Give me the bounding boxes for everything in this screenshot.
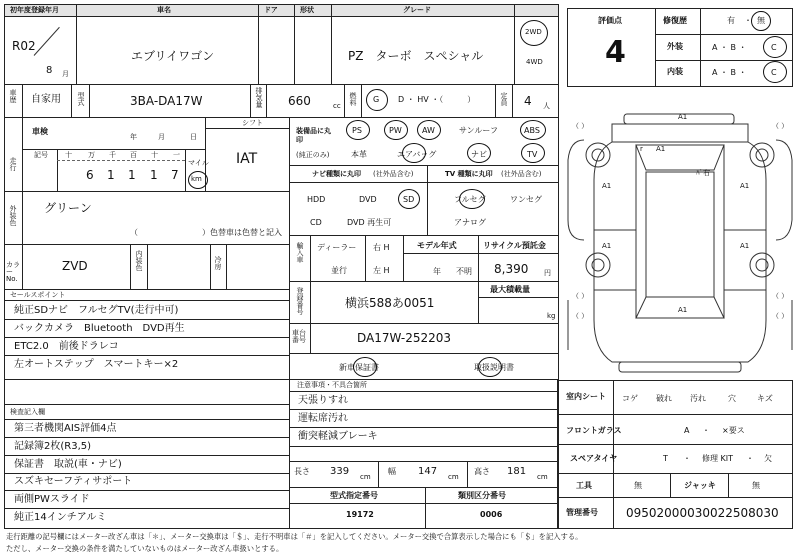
car-diagram: [564, 100, 796, 385]
mark-right-rear-door: A1: [740, 242, 750, 250]
interior-opt-yogore: 汚れ: [690, 394, 706, 403]
drive-2wd: 2WD: [525, 28, 542, 36]
shift-value: IAT: [236, 151, 258, 167]
import-label: 輸入車: [296, 242, 304, 263]
mileage-digit-1: 6: [86, 168, 94, 182]
spare-label: スペアタイヤ: [570, 454, 618, 463]
equipment-sublabel: (純正のみ): [296, 151, 330, 159]
manual: 取扱説明書: [474, 363, 514, 372]
interior-grades: A ・ B ・: [712, 68, 747, 77]
height-label: 高さ: [474, 467, 490, 476]
height-value: 181: [507, 466, 527, 477]
footer-line-1: 走行距離の記号欄にはメーター改ざん車は「＊」、メーター交換車は「＄」、走行不明車は「＃」を記入してください。メーター交換で合算表示した場合にも「＄」を記入する。: [6, 532, 583, 541]
shift-label: シフト: [242, 119, 263, 127]
inspector-label: 検査記入欄: [10, 408, 45, 416]
navi-sd: SD: [403, 195, 415, 204]
tool-value: 無: [634, 481, 642, 490]
equipment-label: 装備品に丸印: [296, 127, 331, 145]
interior-c: C: [771, 68, 777, 77]
inspector-line-6: 純正14インチアルミ: [14, 512, 107, 523]
shaken-day-unit: 日: [190, 133, 197, 141]
sales-points-label: セールスポイント: [10, 291, 66, 299]
equip-ps: PS: [352, 126, 362, 135]
equip-pw: PW: [389, 126, 402, 135]
sales-line-4: 左オートステップ スマートキー×2: [14, 359, 179, 370]
year-value: R02: [12, 39, 36, 53]
glass-a: A: [684, 426, 690, 435]
tv-fullseg: フルセグ: [454, 195, 486, 204]
car-name-value: エブリイワゴン: [131, 49, 215, 63]
interior-opt-yabure: 破れ: [656, 394, 672, 403]
ac-label: 冷房: [214, 256, 222, 270]
chassis-value: DA17W-252203: [357, 331, 452, 345]
mileage-unit-man: 万: [88, 151, 95, 159]
tv-type-label: TV 種類に丸印: [445, 170, 493, 178]
shaken-year-unit: 年: [130, 133, 137, 141]
mileage-unit-juu: 十: [151, 151, 158, 159]
month-value: 8: [46, 65, 53, 76]
length-unit: cm: [360, 473, 371, 481]
shape-label: 形状: [300, 6, 314, 14]
chassis-label: 車台番号: [292, 329, 306, 344]
inspector-line-1: 第三者機関AIS評価4点: [14, 423, 117, 434]
svg-text:（ ）: （ ）: [772, 292, 789, 300]
sales-line-2: バックカメラ Bluetooth DVD再生: [14, 323, 185, 334]
footer-line-2: ただし、メーター交換の条件を満たしていないものはメーター改ざん車扱いとする。: [6, 544, 284, 553]
mgmt-value: 09502000030022508030: [626, 506, 779, 520]
interior-color-label: 内装色: [135, 250, 143, 271]
model-year-unknown: 不明: [456, 267, 472, 276]
exterior-grades: A ・ B ・: [712, 43, 747, 52]
svg-text:（ ）: （ ）: [772, 122, 789, 130]
svg-text:（ ）: （ ）: [772, 312, 789, 320]
mileage-label: 走行: [9, 157, 17, 171]
import-right-h: 右 H: [373, 243, 390, 252]
car-name-label: 車名: [157, 6, 171, 14]
inspector-line-5: 両側PWスライド: [14, 494, 90, 505]
model-year-label: モデル年式: [417, 241, 457, 250]
sales-line-3: ETC2.0 前後ドラレコ: [14, 341, 119, 352]
width-value: 147: [418, 466, 438, 477]
mark-left-front-door: A1: [602, 182, 612, 190]
category-label: 車歴: [9, 89, 17, 103]
mgmt-label: 管理番号: [566, 508, 598, 517]
notes-line-2: 運転席汚れ: [298, 413, 348, 424]
mark-right-label: ﾊﾞ右: [696, 169, 710, 177]
spare-kit: 修理 KIT: [702, 454, 734, 463]
equip-sunroof: サンルーフ: [459, 126, 498, 135]
repair-label: 修復歴: [663, 16, 687, 25]
mark-hood: A1: [656, 145, 666, 153]
mark-left-rear-door: A1: [602, 242, 612, 250]
interior-opt-ana: 穴: [728, 394, 736, 403]
cc-unit: cc: [333, 102, 341, 110]
equip-leather: 本革: [351, 150, 367, 159]
mileage-digit-2: 1: [107, 168, 115, 182]
capacity-unit: 人: [543, 102, 550, 110]
sales-line-1: 純正SDナビ フルセグTV(走行中可): [14, 305, 179, 316]
plate-label: 登録番号: [296, 287, 304, 315]
navi-dvd-play: DVD 再生可: [347, 218, 392, 227]
jack-value: 無: [752, 481, 760, 490]
notes-line-3: 衝突軽減ブレーキ: [298, 431, 378, 442]
mark-rear-bumper: A1: [678, 306, 688, 314]
model-year-unit: 年: [433, 267, 441, 276]
category-no-label: 類別区分番号: [458, 491, 506, 500]
shaken-label: 車検: [32, 127, 48, 136]
mileage-digit-3: 1: [128, 168, 136, 182]
import-left-h: 左 H: [373, 266, 390, 275]
equip-navi: ナビ: [471, 150, 487, 159]
import-parallel: 並行: [331, 266, 347, 275]
tv-analog: アナログ: [454, 218, 486, 227]
import-dealer: ディーラー: [317, 243, 357, 252]
glass-label: フロントガラス: [566, 426, 622, 435]
model-value: 3BA-DA17W: [130, 94, 203, 108]
color-note: （ ）色替車は色替と記入: [130, 228, 282, 237]
interior-opt-koge: コゲ: [622, 394, 638, 403]
svg-text:（ ）: （ ）: [572, 292, 589, 300]
mark-roof: A1: [678, 113, 688, 121]
equip-airbag: エアバッグ: [397, 150, 437, 159]
shaken-month-unit: 月: [158, 133, 165, 141]
score-value: 4: [605, 35, 626, 70]
spare-dot2: ・: [746, 454, 754, 463]
score-label: 評価点: [598, 16, 622, 25]
notes-line-1: 天張りすれ: [298, 395, 348, 406]
width-unit: cm: [448, 473, 459, 481]
mileage-unit-hyaku: 百: [130, 151, 137, 159]
inspector-line-3: 保証書 取説(車・ナビ): [14, 459, 122, 470]
jack-label: ジャッキ: [684, 481, 716, 490]
fuel-g: G: [373, 95, 380, 104]
month-unit: 月: [62, 70, 69, 78]
grade-label: グレード: [403, 6, 431, 14]
recycle-unit: 円: [544, 269, 551, 277]
tv-type-sub: (社外品含む): [501, 170, 542, 178]
length-value: 339: [330, 466, 350, 477]
capacity-label: 定員: [500, 92, 508, 106]
recycle-label: リサイクル預託金: [483, 241, 546, 250]
navi-type-label: ナビ種類に丸印: [312, 170, 361, 178]
color-value: グリーン: [44, 201, 92, 215]
color-no-label: カラーNo.: [6, 261, 20, 283]
equip-tv: TV: [527, 150, 538, 159]
recycle-value: 8,390: [494, 262, 529, 276]
year-label: 初年度登録年月: [10, 6, 59, 14]
fuel-options: D ・ HV ・（ ）: [398, 95, 476, 104]
type-cert-value: 19172: [346, 510, 374, 519]
tool-label: 工具: [576, 481, 592, 490]
mark-right-front-door: A1: [740, 182, 750, 190]
repair-no: 無: [757, 16, 765, 25]
interior-cond-label: 室内シート: [566, 392, 606, 401]
repair-yes: 有: [727, 16, 735, 25]
exterior-label: 外装: [667, 42, 683, 51]
spare-t: T: [663, 454, 668, 463]
svg-text:（ ）: （ ）: [572, 312, 589, 320]
glass-replace: ×要ス: [722, 426, 745, 435]
equip-abs: ABS: [524, 126, 540, 135]
inspector-line-2: 記録簿2枚(R3,5): [14, 441, 92, 452]
spare-none: 欠: [764, 454, 772, 463]
capacity-value: 4: [524, 94, 532, 108]
mile-label: マイル: [188, 159, 209, 167]
type-cert-label: 型式指定番号: [330, 491, 378, 500]
plate-value: 横浜588あ0051: [345, 296, 435, 310]
model-label: 型式: [77, 92, 85, 106]
interior-opt-kizu: キズ: [757, 394, 773, 403]
notes-label: 注意事項・不具合箇所: [297, 381, 367, 389]
mileage-unit-sen: 千: [109, 151, 116, 159]
mileage-unit-ichi: 一: [173, 151, 180, 159]
navi-cd: CD: [310, 218, 322, 227]
color-label: 外装色: [9, 205, 17, 226]
new-car-warranty: 新車保証書: [339, 363, 379, 372]
mileage-digit-4: 1: [150, 168, 158, 182]
mileage-digit-5: 7: [171, 168, 179, 182]
color-no-value: ZVD: [62, 259, 88, 273]
displacement-label: 排気量: [255, 87, 263, 108]
drive-4wd: 4WD: [526, 58, 543, 66]
mileage-mark-label: 記号: [34, 151, 48, 159]
navi-dvd: DVD: [359, 195, 377, 204]
mileage-unit-10man: 十: [65, 151, 72, 159]
glass-dot: ・: [702, 426, 710, 435]
equip-aw: AW: [422, 126, 435, 135]
height-unit: cm: [537, 473, 548, 481]
km-label: km: [191, 175, 202, 183]
length-label: 長さ: [294, 467, 310, 476]
tv-oneseg: ワンセグ: [510, 195, 542, 204]
category-value: 自家用: [31, 94, 61, 105]
ring-mark: r: [640, 145, 643, 153]
repair-dot: ・: [744, 16, 752, 25]
inspector-line-4: スズキセーフティサポート: [14, 476, 133, 487]
max-load-unit: kg: [547, 312, 556, 320]
fuel-label: 燃料: [349, 92, 357, 106]
interior-label: 内装: [667, 67, 683, 76]
max-load-label: 最大積載量: [490, 285, 530, 294]
category-no-value: 0006: [480, 510, 503, 519]
grade-value: PZ ターボ スペシャル: [348, 49, 484, 63]
displacement-value: 660: [288, 94, 311, 108]
exterior-c: C: [771, 43, 777, 52]
svg-text:（ ）: （ ）: [572, 122, 589, 130]
width-label: 幅: [388, 467, 396, 476]
navi-type-sub: (社外品含む): [373, 170, 414, 178]
door-label: ドア: [264, 6, 278, 14]
navi-hdd: HDD: [307, 195, 326, 204]
spare-dot1: ・: [683, 454, 691, 463]
